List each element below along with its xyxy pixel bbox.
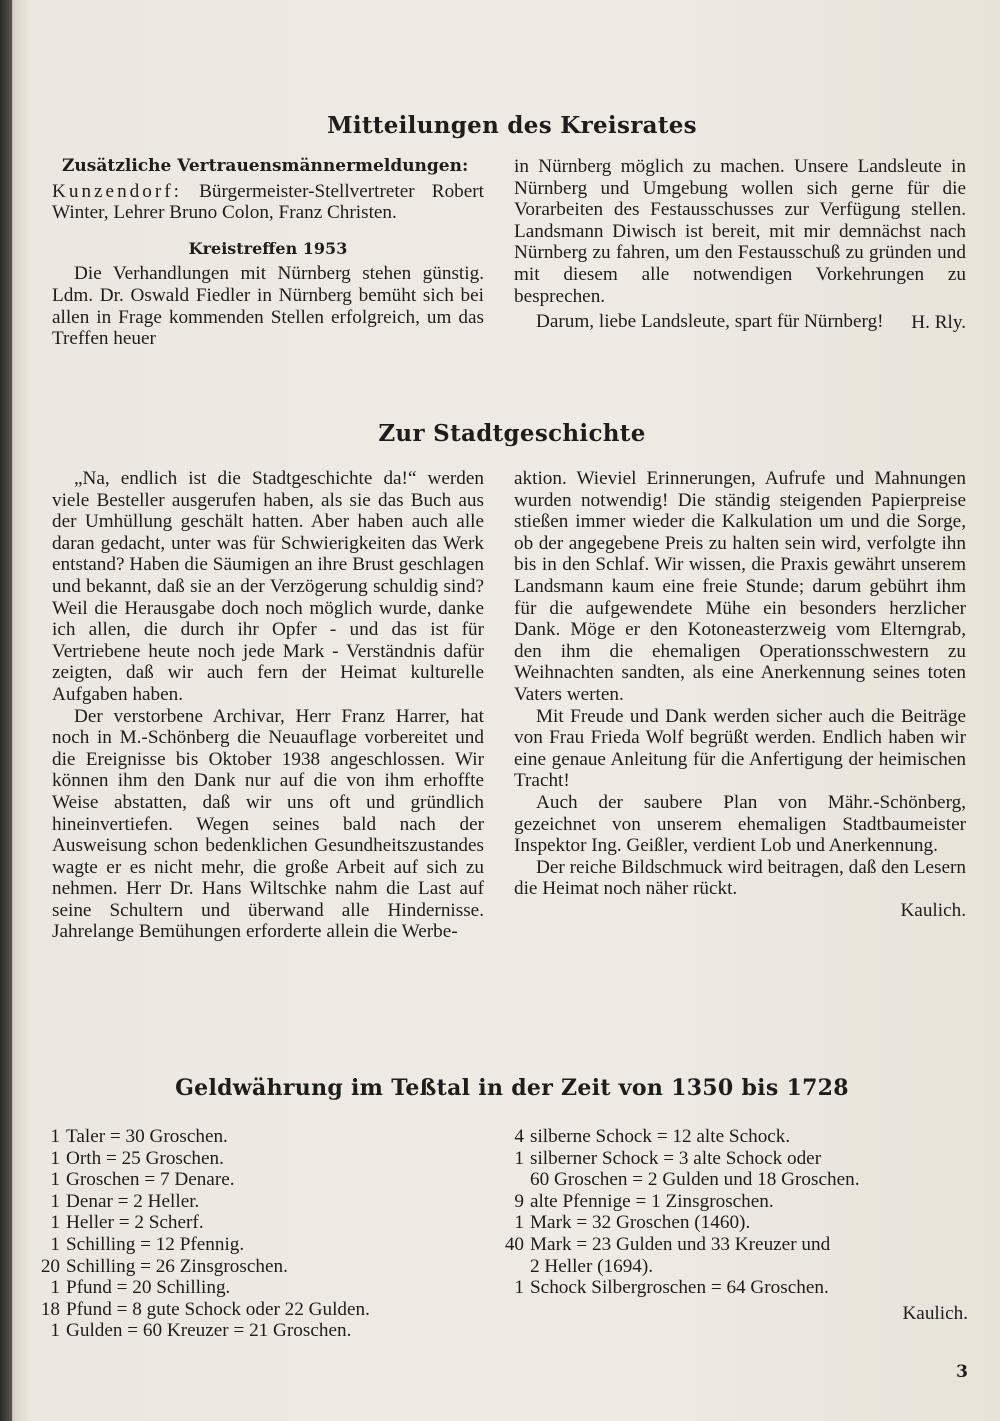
subheading-kreistreffen: Kreistreffen 1953	[188, 238, 348, 258]
item-text: Taler = 30 Groschen.	[66, 1126, 228, 1147]
item-text: Schilling = 12 Pfennig.	[66, 1233, 245, 1255]
list-item	[502, 1212, 968, 1234]
item-number: 1	[50, 1147, 60, 1169]
paragraph-kunzendorf	[52, 181, 484, 224]
item-text: silberne Schock = 12 alte Schock.	[530, 1126, 791, 1147]
section-title-kreisrat: Mitteilungen des Kreisrates	[327, 112, 697, 139]
currency-list-left	[38, 1126, 498, 1342]
list-item	[38, 1169, 498, 1191]
item-number: 1	[50, 1126, 60, 1147]
list-item	[38, 1277, 498, 1299]
item-number: 1	[514, 1277, 524, 1299]
list-item	[38, 1126, 498, 1148]
list-item	[38, 1191, 498, 1213]
page-number: 3	[956, 1362, 968, 1382]
item-number: 1	[50, 1233, 60, 1255]
paragraph-verhandlungen: Die Verhandlungen mit Nürnberg stehen günstig. Ldm. Dr. Oswald Fiedler in Nürnberg bemüht sich bei allen in Frage kommenden Stellen erfolgreich, um das Treffen heuer	[52, 263, 484, 350]
section1-left-column	[52, 156, 484, 350]
paragraph-darum: Darum, liebe Landsleute, spart für Nürnberg!	[536, 311, 884, 333]
item-continuation: 2 Heller (1694).	[530, 1255, 654, 1277]
item-text: alte Pfennige = 1 Zinsgroschen.	[530, 1190, 774, 1212]
item-number: 9	[514, 1190, 524, 1212]
list-item	[38, 1320, 498, 1342]
section2-left-column	[52, 468, 484, 943]
item-text: Heller = 2 Scherf.	[66, 1212, 204, 1234]
signature-kaulich-2: Kaulich.	[902, 1302, 968, 1324]
item-text: silberner Schock = 3 alte Schock oder	[530, 1147, 822, 1169]
place-name: Kunzendorf:	[52, 180, 182, 202]
list-item	[38, 1148, 498, 1170]
section-title-geldwaehrung: Geldwährung im Teßtal in der Zeit von 1350 bis 1728	[175, 1075, 849, 1101]
item-text: Orth = 25 Groschen.	[66, 1147, 224, 1169]
paragraph-archivar: Der verstorbene Archivar, Herr Franz Harrer, hat noch in M.-Schönberg die Neuauflage vorbereitet und die Ereignisse bis Oktober 1938 angeschlossen. Wir können ihm den Dank nur auf die von ihm erhoffte Weise abstatten, daß wir uns oft und gründlich hineinvertiefen. Wegen seines bald nach der Ausweisung schon bedenklichen Gesundheitszustandes wagte er es nicht mehr, die große Arbeit auf sich zu nehmen. Herr Dr. Hans Wiltschke nahm die Last auf seine Schultern und überwand alle Hindernisse. Jahrelange Bemühungen erforderte allein die Werbe-	[52, 705, 484, 943]
list-item	[502, 1148, 968, 1191]
paragraph-bildschmuck: Der reiche Bildschmuck wird beitragen, daß den Lesern die Heimat noch näher rückt.	[514, 856, 966, 900]
item-number: 1	[514, 1212, 524, 1234]
paragraph-na-endlich: „Na, endlich ist die Stadtgeschichte da!“ werden viele Besteller ausgerufen haben, als sie das Buch aus der Umhüllung geschält hatten. Aber haben auch alle daran gedacht, unter was für Schwierigkeiten das Werk entstand? Haben die Säumigen an ihre Brust geschlagen und bekannt, daß sie an der Verzögerung schuldig sind? Weil die Herausgabe doch noch möglich wurde, danke ich allen, die durch ihr Opfer - und das ist für Vertriebene heute noch jede Mark - Verständnis dafür zeigten, daß wir auch fern der Heimat kulturelle Aufgaben haben.	[52, 468, 484, 705]
item-text: Schilling = 26 Zinsgroschen.	[66, 1255, 288, 1277]
item-number: 1	[50, 1320, 60, 1342]
item-number: 1	[50, 1212, 60, 1234]
item-number: 40	[504, 1233, 524, 1255]
item-text: Groschen = 7 Denare.	[66, 1169, 235, 1191]
item-text: Pfund = 8 gute Schock oder 22 Gulden.	[66, 1298, 370, 1320]
item-text: Schock Silbergroschen = 64 Groschen.	[530, 1277, 829, 1299]
item-text: Mark = 32 Groschen (1460).	[530, 1212, 751, 1234]
list-item	[38, 1212, 498, 1234]
item-number: 4	[514, 1126, 524, 1147]
item-number: 1	[50, 1169, 60, 1191]
section1-right-column	[514, 156, 966, 333]
item-number: 1	[50, 1277, 60, 1299]
signature-rly: H. Rly.	[911, 311, 966, 333]
list-item	[38, 1299, 498, 1321]
list-item	[502, 1234, 968, 1277]
section2-right-column	[514, 468, 966, 921]
list-item	[38, 1234, 498, 1256]
list-item	[38, 1256, 498, 1278]
paragraph-plan: Auch der saubere Plan von Mähr.-Schönberg, gezeichnet von unserem ehemaligen Stadtbaumeister Inspektor Ing. Geißler, verdient Lob und Anerkennung.	[514, 791, 966, 857]
item-number: 1	[514, 1147, 524, 1169]
paragraph-text: Bürgermeister-Stellvertreter Robert Winter, Lehrer Bruno Colon, Franz Christen.	[52, 180, 484, 224]
list-item	[502, 1126, 968, 1148]
item-text: Gulden = 60 Kreuzer = 21 Groschen.	[66, 1320, 352, 1342]
item-continuation: 60 Groschen = 2 Gulden und 18 Groschen.	[530, 1169, 860, 1191]
paragraph-nuernberg: in Nürnberg möglich zu machen. Unsere Landsleute in Nürnberg und Umgebung wollen sich gerne für die Vorarbeiten des Festausschusses zur Verfügung stellen. Landsmann Diwisch ist bereit, mit mir demnächst nach Nürnberg zu fahren, um den Festausschuß zu gründen und mit diesem alle notwendigen Vorkehrungen zu besprechen.	[514, 156, 966, 307]
list-item	[502, 1277, 968, 1299]
currency-list-right	[502, 1126, 968, 1324]
item-number: 20	[40, 1255, 60, 1277]
item-text: Mark = 23 Gulden und 33 Kreuzer und	[530, 1233, 831, 1255]
subheading-vertrauensmaenner: Zusätzliche Vertrauensmännermeldungen:	[62, 156, 469, 176]
item-text: Denar = 2 Heller.	[66, 1190, 200, 1212]
signature-kaulich-1: Kaulich.	[900, 899, 966, 921]
list-item	[502, 1191, 968, 1213]
book-binding	[0, 0, 12, 1421]
paragraph-freude: Mit Freude und Dank werden sicher auch die Beiträge von Frau Frieda Wolf begrüßt werden. Endlich haben wir eine genaue Anleitung für die Anfertigung der heimischen Tracht!	[514, 705, 966, 792]
item-number: 18	[40, 1298, 60, 1320]
paragraph-aktion: aktion. Wieviel Erinnerungen, Aufrufe und Mahnungen wurden notwendig! Die ständig steigenden Papierpreise stießen immer wieder die Kalkulation um und die Sorge, ob der angegebene Preis zu halten sein wird, verfolgte ihn bis in den Schlaf. Wir wissen, die Praxis gewährt unserem Landsmann kaum eine freie Stunde; darum gebührt ihm für die aufgewendete Mühe ein besonders herzlicher Dank. Möge er den Kotoneasterzweig vom Elterngrab, den ihm die ehemaligen Operationsschwestern zu Weihnachten sandten, als eine Anerkennung seines toten Vaters werten.	[514, 468, 966, 705]
section-title-stadtgeschichte: Zur Stadtgeschichte	[378, 420, 646, 447]
item-text: Pfund = 20 Schilling.	[66, 1277, 231, 1299]
item-number: 1	[50, 1190, 60, 1212]
